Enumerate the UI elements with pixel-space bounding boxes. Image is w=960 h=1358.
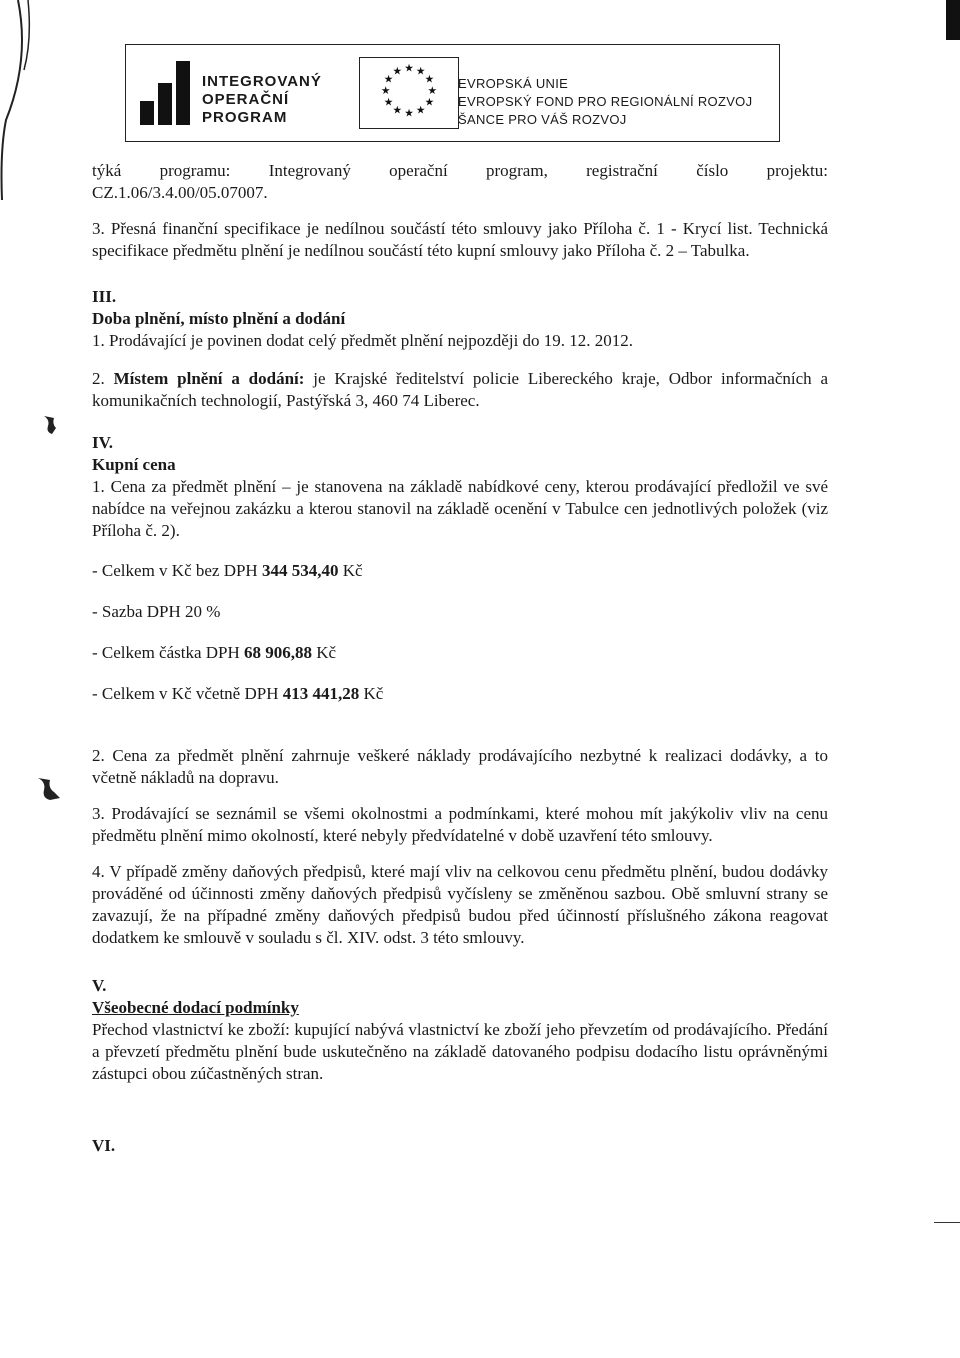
scan-edge-mark: [946, 0, 960, 40]
header-logo-box: [125, 44, 780, 142]
price-value: 344 534,40: [261, 561, 339, 580]
price-row: [92, 642, 828, 664]
section-4-item-2: 2. Cena za předmět plnění zahrnuje veškeré náklady prodávajícího nezbytné k realizaci dodávky, a to včetně nákladů na dopravu.: [92, 746, 828, 787]
section-3-number: III.: [92, 287, 117, 306]
section-5-title: Všeobecné dodací podmínky: [92, 998, 299, 1017]
logo-line: INTEGROVANÝ: [202, 73, 322, 90]
intro-project-number: CZ.1.06/3.4.00/05.07007.: [92, 183, 268, 202]
section-3-title: Doba plnění, místo plnění a dodání: [92, 309, 346, 328]
logo-line: OPERAČNÍ: [202, 91, 290, 108]
section-4-number: IV.: [92, 433, 113, 452]
svg-text:★: ★: [392, 64, 403, 78]
svg-text:★: ★: [380, 83, 391, 97]
iop-logo-icon: [140, 61, 196, 125]
svg-text:★: ★: [424, 72, 435, 86]
eu-line: EVROPSKÁ UNIE: [458, 76, 569, 91]
price-value: 413 441,28: [282, 684, 360, 703]
eu-line: ŠANCE PRO VÁŠ ROZVOJ: [458, 112, 627, 127]
section-4-item-4: 4. V případě změny daňových předpisů, které mají vliv na celkovou cenu předmětu plnění, budou dodávky prováděné od účinnosti změny daňových předpisů vyčísleny se změněnou sazbou. Obě smluvní strany se zavazují, že na případné změny daňových předpisů budou před účinností příslušného zákona reagovat dodatkem ke smlouvě v souladu s čl. XIV. odst. 3 této smlouvy.: [92, 862, 828, 947]
section-4-item-1: 1. Cena za předmět plnění – je stanovena na základě nabídkové ceny, kterou prodávající předložil ve své nabídce na veřejnou zakázku a kterou stanovil na základě ocenění v Tabulce cen jednotlivých položek (viz Příloha č. 2).: [92, 477, 828, 540]
section-5-number: V.: [92, 976, 107, 995]
price-row: [92, 601, 828, 623]
price-unit: Kč: [359, 684, 384, 703]
section-3-item-1: 1. Prodávající je povinen dodat celý předmět plnění nejpozději do 19. 12. 2012.: [92, 331, 634, 350]
price-value: 68 906,88: [244, 643, 313, 662]
section-6-number: VI.: [92, 1136, 116, 1155]
price-label: - Celkem částka DPH: [92, 643, 245, 662]
paragraph-3: [92, 218, 828, 262]
item-number: 2.: [92, 369, 105, 388]
document-body: [92, 160, 828, 1157]
section-5-text: Přechod vlastnictví ke zboží: kupující nabývá vlastnictví ke zboží jeho převzetím od prodávajícího. Předání a převzetí předmětu plnění bude uskutečněno na základě datovaného podpisu dodacího listu oprávněnými zástupci obou zúčastněných stran.: [92, 1020, 828, 1083]
item-label: Místem plnění a dodání:: [113, 369, 305, 388]
eu-flag-icon: [359, 57, 459, 129]
svg-text:★: ★: [404, 106, 414, 120]
logo-line: PROGRAM: [202, 109, 288, 126]
price-label: - Celkem v Kč bez DPH: [92, 561, 262, 580]
margin-line: [934, 1222, 960, 1223]
section-3-item-2: [92, 368, 828, 412]
svg-text:★: ★: [415, 103, 426, 117]
iop-logo-text: [202, 73, 322, 127]
margin-mark-icon: [40, 414, 62, 436]
price-label: - Celkem v Kč včetně DPH: [92, 684, 283, 703]
section-4-item-3: 3. Prodávající se seznámil se všemi okolnostmi a podmínkami, které mohou mít jakýkoliv vliv na cenu předmětu plnění mimo okolností, které nebyly předvídatelné v době uzavření této smlouvy.: [92, 804, 828, 845]
eu-line: EVROPSKÝ FOND PRO REGIONÁLNÍ ROZVOJ: [458, 94, 753, 109]
svg-text:★: ★: [383, 72, 394, 86]
intro-line: týká programu: Integrovaný operační program, registrační číslo projektu:: [92, 161, 828, 180]
item-text: je Krajské ředitelství policie Libereckého kraje, Odbor informačních a komunikačních technologií, Pastýřská 3, 460 74 Liberec.: [92, 369, 829, 410]
svg-text:★: ★: [383, 95, 394, 109]
price-list: [92, 560, 828, 705]
price-unit: Kč: [312, 643, 337, 662]
svg-text:★: ★: [427, 83, 438, 97]
price-unit: Kč: [338, 561, 363, 580]
svg-text:★: ★: [392, 103, 403, 117]
price-row: [92, 683, 828, 705]
scan-edge-mark: [0, 0, 40, 200]
svg-text:★: ★: [404, 61, 414, 75]
price-label: - Sazba DPH 20 %: [92, 602, 221, 621]
margin-mark-icon: [34, 776, 64, 804]
eu-text: [458, 75, 752, 129]
svg-text:★: ★: [415, 64, 426, 78]
section-4-title: Kupní cena: [92, 455, 176, 474]
price-row: [92, 560, 828, 582]
svg-text:★: ★: [424, 95, 435, 109]
paragraph-3-text: 3. Přesná finanční specifikace je nedílnou součástí této smlouvy jako Příloha č. 1 - Krycí list. Technická specifikace předmětu plnění je nedílnou součástí této kupní smlouvy jako Příloha č. 2 – Tabulka.: [92, 219, 828, 260]
